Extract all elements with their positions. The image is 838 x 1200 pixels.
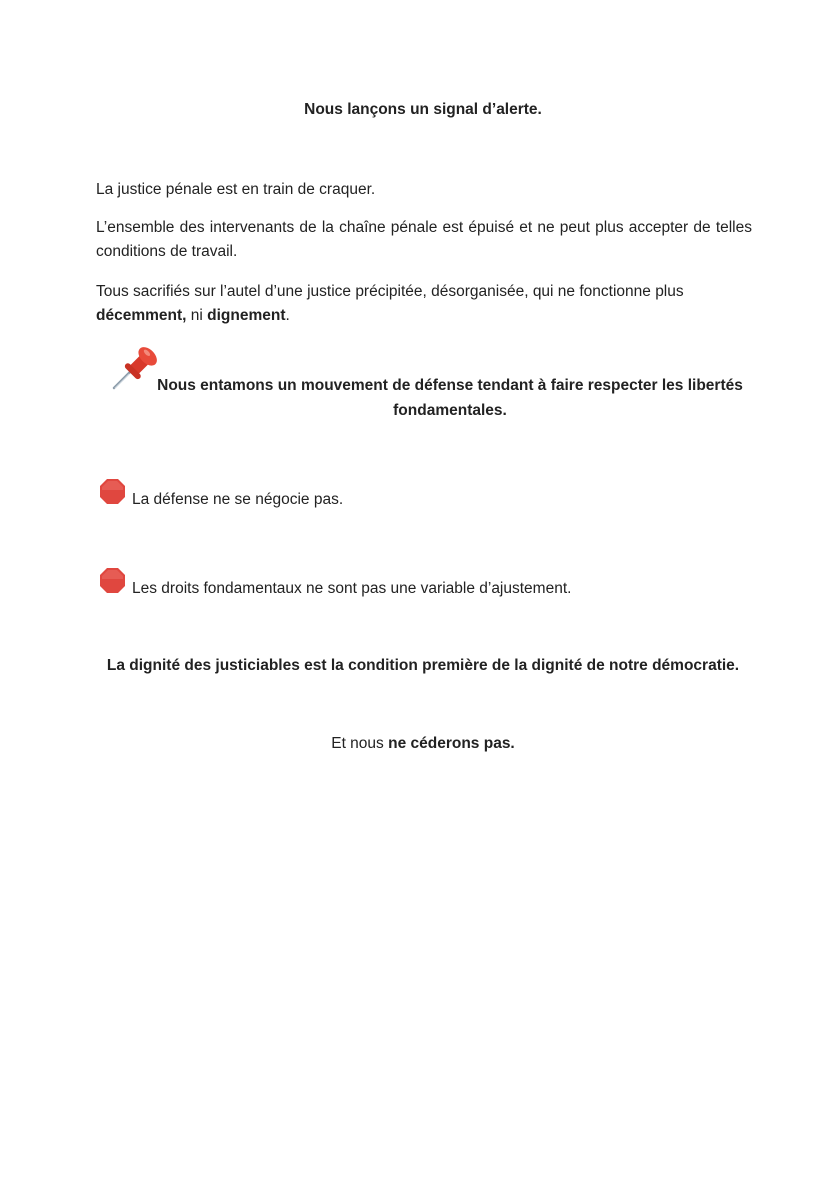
paragraph-sacrifies-end: .: [285, 307, 290, 324]
paragraph-sacrifies-middle: ni: [186, 307, 208, 324]
pin-statement: Nous entamons un mouvement de défense tendant à faire respecter les libertés fondamentales.: [157, 377, 743, 419]
paragraph-justice-craque: La justice pénale est en train de craquer.: [96, 181, 376, 198]
dignity-statement: La dignité des justiciables est la condition première de la dignité de notre démocratie.: [106, 657, 740, 674]
paragraph-intervenants: L’ensemble des intervenants de la chaîne pénale est épuisé et ne peut plus accepter de telles conditions de travail.: [96, 219, 752, 260]
stop-item-droits: Les droits fondamentaux ne sont pas une variable d’ajustement.: [132, 580, 572, 597]
document-title: Nous lançons un signal d’alerte.: [304, 101, 542, 118]
emphasis-decemment: décemment,: [96, 307, 187, 324]
paragraph-sacrifies-text: Tous sacrifiés sur l’autel d’une justice précipitée, désorganisée, qui ne fonctionne plus: [96, 283, 684, 300]
stop-item-defense: La défense ne se négocie pas.: [132, 491, 344, 508]
paragraph-sacrifies: [96, 280, 752, 328]
closing-statement: [0, 735, 838, 753]
stop-sign-icon: [99, 567, 126, 594]
emphasis-dignement: dignement: [207, 307, 286, 324]
closing-emphasis: ne céderons pas.: [388, 735, 515, 752]
closing-prefix: Et nous: [331, 735, 389, 752]
stop-sign-icon: [99, 478, 126, 505]
